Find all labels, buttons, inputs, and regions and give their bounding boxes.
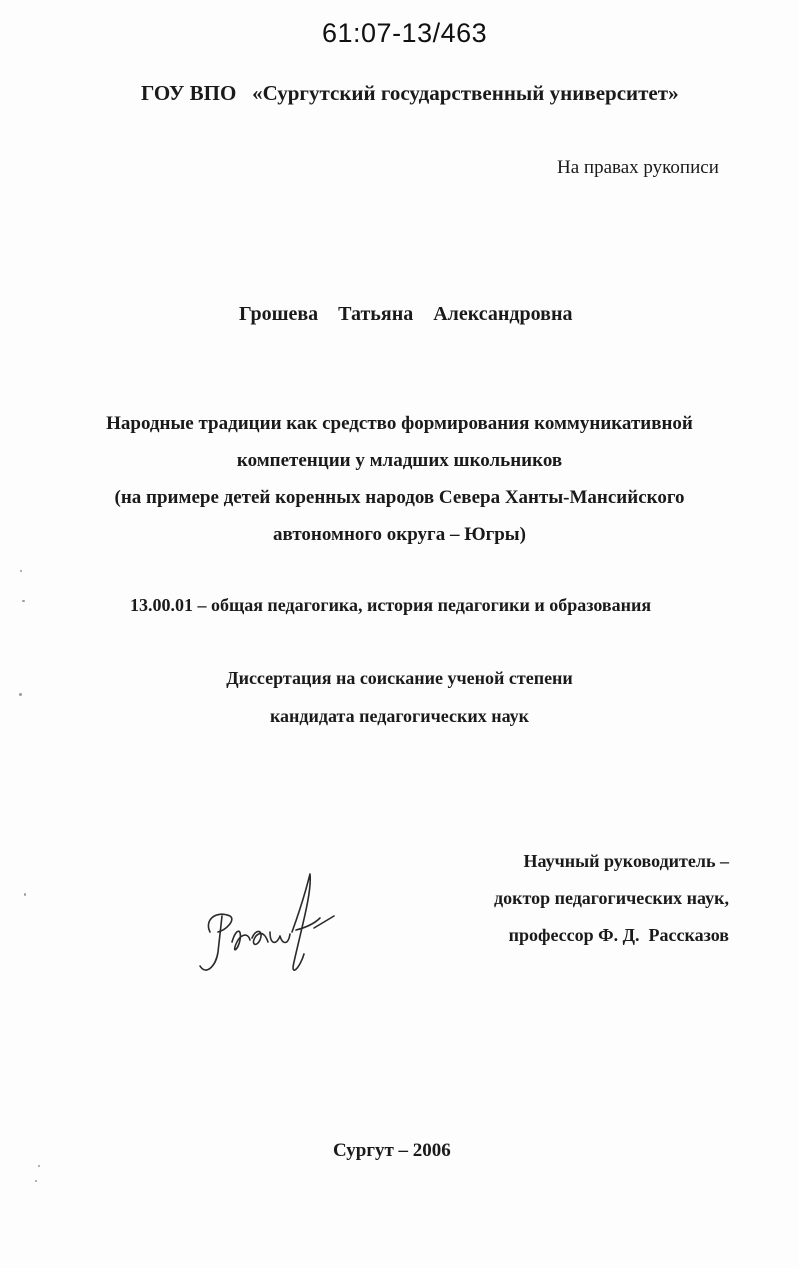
thesis-title-line-3: (на примере детей коренных народов Севера Ханты-Мансийского bbox=[114, 487, 685, 508]
city-year: Сургут – 2006 bbox=[333, 1140, 451, 1161]
thesis-title-line-2: компетенции у младших школьников bbox=[236, 450, 563, 471]
author-signature-icon bbox=[196, 870, 336, 995]
scan-speck bbox=[22, 600, 25, 602]
scan-speck bbox=[24, 893, 26, 896]
supervisor-degree: доктор педагогических наук, bbox=[493, 888, 729, 908]
scan-speck bbox=[38, 1165, 40, 1167]
catalog-number: 61:07-13/463 bbox=[322, 18, 488, 48]
supervisor-role: Научный руководитель – bbox=[523, 851, 729, 871]
degree-line-2: кандидата педагогических наук bbox=[269, 706, 530, 726]
scan-speck bbox=[35, 1180, 37, 1182]
author-name: Грошева Татьяна Александровна bbox=[239, 303, 573, 325]
specialty-code: 13.00.01 – общая педагогика, история педагогики и образования bbox=[130, 595, 652, 615]
supervisor-name: профессор Ф. Д. Рассказов bbox=[508, 925, 729, 945]
degree-line-1: Диссертация на соискание ученой степени bbox=[226, 668, 573, 688]
scan-speck bbox=[19, 693, 22, 696]
thesis-title-line-1: Народные традиции как средство формирования коммуникативной bbox=[106, 413, 693, 434]
rights-note: На правах рукописи bbox=[557, 157, 719, 178]
university-name: ГОУ ВПО «Сургутский государственный университет» bbox=[141, 81, 679, 105]
scan-speck bbox=[20, 570, 22, 572]
thesis-title-line-4: автономного округа – Югры) bbox=[273, 524, 526, 545]
